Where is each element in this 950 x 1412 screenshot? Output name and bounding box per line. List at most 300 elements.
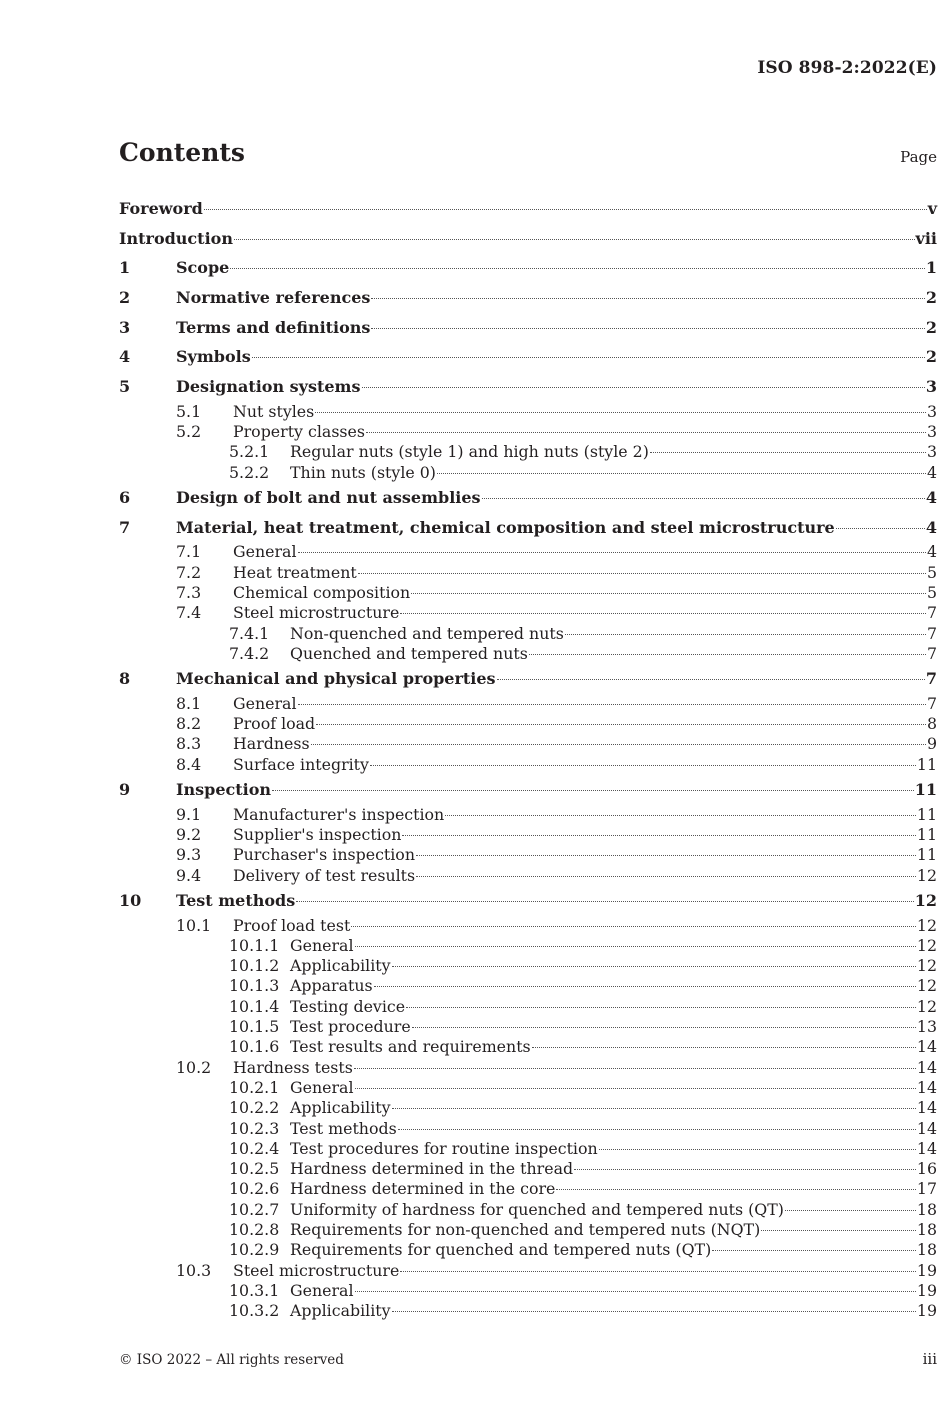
dot-leader	[599, 1149, 916, 1150]
toc-entry-line	[290, 1220, 937, 1240]
toc-entry-line	[176, 775, 937, 805]
toc-entry-title: Steel microstructure	[233, 603, 400, 623]
dot-leader	[252, 357, 925, 358]
toc-entry-number: 10.3	[176, 1260, 212, 1280]
toc-entry-number: 6	[119, 488, 131, 507]
toc-entry[interactable]	[119, 1058, 937, 1078]
toc-entry-title: General	[290, 1280, 354, 1300]
toc-entry-title: Hardness	[233, 734, 310, 754]
toc-entry-title: General	[290, 935, 354, 955]
toc-entry-page: 9	[926, 734, 937, 754]
toc-entry-title: Thin nuts (style 0)	[290, 462, 436, 482]
dot-leader	[402, 835, 915, 836]
toc-entry[interactable]	[119, 1159, 937, 1179]
toc-entry-line	[233, 755, 937, 775]
dot-leader	[315, 412, 926, 413]
toc-entry-title: Test methods	[290, 1118, 397, 1138]
toc-entry-title: Quenched and tempered nuts	[290, 643, 528, 663]
toc-entry[interactable]	[119, 313, 937, 343]
toc-entry-number: 9.2	[176, 825, 202, 845]
toc-entry-title: Regular nuts (style 1) and high nuts (style 2)	[290, 442, 649, 462]
toc-entry-title: Scope	[176, 258, 230, 278]
toc-entry-page: 2	[925, 288, 937, 308]
toc-entry-number: 10.1.3	[229, 976, 280, 996]
toc-entry[interactable]	[119, 402, 937, 422]
toc-entry-title: General	[233, 542, 297, 562]
toc-entry-title: Property classes	[233, 422, 365, 442]
toc-entry-title: Requirements for quenched and tempered nuts (QT)	[290, 1240, 712, 1260]
toc-entry[interactable]	[119, 1200, 937, 1220]
dot-leader	[371, 298, 924, 299]
toc-entry-page: 18	[916, 1220, 937, 1240]
toc-entry-title: Designation systems	[176, 377, 361, 397]
toc-entry[interactable]	[119, 714, 937, 734]
toc-entry-page: 12	[916, 976, 937, 996]
toc-entry-page: 11	[916, 845, 937, 865]
toc-entry-number: 9.4	[176, 865, 202, 885]
toc-entry-number: 10.2	[176, 1057, 212, 1077]
toc-entry[interactable]	[119, 1281, 937, 1301]
toc-entry-number: 8	[119, 669, 131, 689]
dot-leader	[400, 1271, 916, 1272]
dot-leader	[445, 815, 916, 816]
toc-entry-title: Purchaser's inspection	[233, 845, 415, 865]
toc-entry[interactable]	[119, 1179, 937, 1199]
toc-entry-line	[290, 997, 937, 1017]
dot-leader	[351, 926, 916, 927]
toc-entry-page: 7	[926, 693, 937, 713]
toc-entry-page: 7	[926, 643, 937, 663]
toc-entry-page: 14	[916, 1138, 937, 1158]
toc-entry-number: 1	[119, 258, 131, 278]
toc-entry-number: 10.2.8	[229, 1220, 280, 1240]
toc-entry[interactable]	[119, 1017, 937, 1037]
dot-leader	[712, 1250, 916, 1251]
toc-entry-number: 10.3.2	[229, 1301, 280, 1321]
toc-entry-title: Testing device	[290, 996, 406, 1016]
toc-entry-title: Material, heat treatment, chemical composition and steel microstructure	[176, 517, 835, 537]
toc-entry-page: 14	[916, 1037, 937, 1057]
toc-entry-page: v	[927, 199, 937, 218]
toc-entry-title: Foreword	[119, 199, 203, 218]
toc-entry[interactable]	[119, 372, 937, 402]
toc-entry-line	[233, 563, 937, 583]
toc-entry-line	[233, 714, 937, 734]
dot-leader	[358, 573, 926, 574]
toc-entry-number: 8.2	[176, 714, 202, 734]
toc-entry-number: 7.2	[176, 562, 202, 582]
toc-entry-number: 10.1	[176, 915, 212, 935]
toc-entry-number: 5	[119, 377, 131, 397]
toc-entry-title: Proof load	[233, 714, 316, 734]
footer-copyright: © ISO 2022 – All rights reserved	[119, 1352, 344, 1368]
toc-entry-title: Test methods	[176, 890, 296, 910]
toc-entry-page: 7	[925, 669, 937, 689]
toc-entry-title: Chemical composition	[233, 582, 411, 602]
toc-entry-page: 19	[916, 1301, 937, 1321]
toc-entry-line	[233, 422, 937, 442]
toc-entry[interactable]	[119, 644, 937, 664]
toc-entry-line	[176, 886, 937, 916]
contents-title: Contents	[119, 138, 246, 167]
toc-entry[interactable]	[119, 422, 937, 442]
toc-entry-number: 5.2	[176, 422, 202, 442]
dot-leader	[785, 1210, 916, 1211]
toc-entry[interactable]	[119, 1301, 937, 1321]
dot-leader	[574, 1169, 916, 1170]
toc-entry[interactable]	[119, 916, 937, 936]
toc-entry-line	[176, 513, 937, 543]
toc-entry-line	[290, 624, 937, 644]
toc-entry[interactable]	[119, 997, 937, 1017]
toc-entry-title: Symbols	[176, 347, 251, 367]
toc-entry-title: Test procedures for routine inspection	[290, 1138, 598, 1158]
toc-entry[interactable]	[119, 694, 937, 714]
toc-entry[interactable]	[119, 1220, 937, 1240]
toc-entry-line	[119, 194, 937, 224]
toc-entry-number: 10.2.6	[229, 1179, 280, 1199]
toc-entry-number: 10	[119, 890, 142, 910]
toc-entry-number: 10.2.2	[229, 1098, 280, 1118]
toc-entry[interactable]	[119, 1139, 937, 1159]
toc-entry-number: 7	[119, 517, 131, 537]
toc-entry-number: 10.2.1	[229, 1077, 280, 1097]
toc-entry-page: 17	[916, 1179, 937, 1199]
toc-entry[interactable]	[119, 442, 937, 462]
toc-entry-title: Test procedure	[290, 1017, 411, 1037]
page-column-label: Page	[900, 148, 937, 166]
toc-entry[interactable]	[119, 224, 937, 254]
toc-entry[interactable]	[119, 253, 937, 283]
toc-entry-title: Hardness determined in the thread	[290, 1159, 574, 1179]
toc-entry[interactable]	[119, 1098, 937, 1118]
dot-leader	[374, 986, 916, 987]
toc-entry-page: vii	[915, 228, 937, 248]
toc-entry-page: 11	[914, 780, 937, 800]
toc-entry[interactable]	[119, 342, 937, 372]
toc-entry-number: 8.3	[176, 734, 202, 754]
toc-entry-number: 10.1.5	[229, 1017, 280, 1037]
toc-entry-page: 18	[916, 1199, 937, 1219]
toc-entry[interactable]	[119, 886, 937, 916]
footer-page-number: iii	[922, 1350, 937, 1368]
toc-entry[interactable]	[119, 775, 937, 805]
toc-entry-title: Introduction	[119, 228, 233, 248]
toc-entry-line	[290, 1200, 937, 1220]
toc-entry-line	[233, 694, 937, 714]
toc-entry[interactable]	[119, 1037, 937, 1057]
dot-leader	[400, 613, 926, 614]
dot-leader	[370, 765, 916, 766]
toc-entry-title: Heat treatment	[233, 562, 357, 582]
toc-entry-line	[290, 463, 937, 483]
dot-leader	[416, 855, 916, 856]
dot-leader	[230, 268, 925, 269]
toc-entry-number: 9	[119, 780, 131, 800]
toc-entry-number: 10.1.1	[229, 935, 280, 955]
toc-entry-page: 14	[916, 1077, 937, 1097]
dot-leader	[296, 901, 914, 902]
toc-entry[interactable]	[119, 563, 937, 583]
toc-entry-number: 10.2.3	[229, 1118, 280, 1138]
toc-entry-line	[290, 1037, 937, 1057]
toc-entry-page: 11	[916, 754, 937, 774]
toc-entry-title: Uniformity of hardness for quenched and tempered nuts (QT)	[290, 1199, 784, 1219]
toc-entry-line	[233, 1058, 937, 1078]
dot-leader	[398, 1129, 916, 1130]
toc-entry[interactable]	[119, 866, 937, 886]
dot-leader	[354, 1068, 916, 1069]
toc-entry-line	[119, 224, 937, 254]
toc-entry[interactable]	[119, 734, 937, 754]
toc-entry-number: 5.2.1	[229, 442, 270, 462]
toc-entry-page: 2	[925, 347, 937, 367]
toc-entry-page: 12	[916, 865, 937, 885]
toc-entry-line	[233, 603, 937, 623]
dot-leader	[392, 966, 916, 967]
dot-leader	[355, 1088, 916, 1089]
toc-entry-title: Applicability	[290, 1098, 391, 1118]
toc-entry-title: General	[290, 1077, 354, 1097]
toc-entry-page: 7	[926, 603, 937, 623]
toc-entry-number: 10.1.4	[229, 996, 280, 1016]
toc-entry-page: 19	[916, 1260, 937, 1280]
toc-entry-page: 12	[916, 915, 937, 935]
dot-leader	[412, 1027, 916, 1028]
toc-entry-line	[233, 734, 937, 754]
toc-entry[interactable]	[119, 603, 937, 623]
table-of-contents	[119, 194, 937, 1322]
toc-entry-page: 4	[925, 488, 937, 507]
toc-entry-line	[290, 956, 937, 976]
toc-entry-number: 3	[119, 317, 131, 337]
toc-entry-page: 7	[926, 623, 937, 643]
toc-entry-number: 10.2.7	[229, 1199, 280, 1219]
toc-entry-line	[290, 1139, 937, 1159]
toc-entry-page: 1	[925, 258, 937, 278]
dot-leader	[355, 946, 916, 947]
toc-entry[interactable]	[119, 976, 937, 996]
toc-entry-line	[290, 442, 937, 462]
toc-entry-number: 10.1.6	[229, 1037, 280, 1057]
dot-leader	[234, 239, 915, 240]
dot-leader	[532, 1047, 916, 1048]
toc-entry-number: 7.1	[176, 542, 202, 562]
toc-entry-page: 8	[926, 714, 937, 734]
toc-entry-page: 4	[926, 462, 937, 482]
toc-entry-number: 10.2.9	[229, 1240, 280, 1260]
toc-entry[interactable]	[119, 483, 937, 513]
toc-entry-line	[176, 342, 937, 372]
dot-leader	[366, 432, 926, 433]
toc-entry-title: Mechanical and physical properties	[176, 669, 496, 689]
toc-entry[interactable]	[119, 845, 937, 865]
dot-leader	[362, 387, 925, 388]
toc-entry-title: Supplier's inspection	[233, 825, 402, 845]
toc-entry-title: Hardness tests	[233, 1057, 353, 1077]
toc-entry-line	[290, 1119, 937, 1139]
toc-entry-title: Applicability	[290, 1301, 391, 1321]
dot-leader	[406, 1007, 916, 1008]
toc-entry-title: Requirements for non-quenched and tempered nuts (NQT)	[290, 1220, 761, 1240]
toc-entry-line	[233, 402, 937, 422]
toc-entry-page: 3	[926, 401, 937, 421]
toc-entry-page: 4	[926, 542, 937, 562]
toc-entry-number: 7.3	[176, 582, 202, 602]
toc-entry-title: Proof load test	[233, 915, 351, 935]
toc-entry-title: Manufacturer's inspection	[233, 804, 445, 824]
dot-leader	[204, 209, 927, 210]
toc-entry-number: 5.2.2	[229, 462, 270, 482]
toc-entry-line	[176, 483, 937, 513]
toc-entry-page: 3	[926, 442, 937, 462]
toc-entry-number: 8.4	[176, 754, 202, 774]
toc-entry-line	[233, 542, 937, 562]
toc-entry-line	[290, 1281, 937, 1301]
toc-entry-line	[290, 1179, 937, 1199]
toc-entry-page: 12	[916, 935, 937, 955]
toc-entry-page: 2	[925, 317, 937, 337]
toc-entry[interactable]	[119, 1240, 937, 1260]
toc-entry-page: 5	[926, 582, 937, 602]
toc-entry[interactable]	[119, 463, 937, 483]
dot-leader	[416, 876, 916, 877]
dot-leader	[316, 724, 926, 725]
dot-leader	[437, 473, 926, 474]
toc-entry[interactable]	[119, 194, 937, 224]
toc-entry-number: 10.1.2	[229, 956, 280, 976]
toc-entry-line	[233, 845, 937, 865]
toc-entry-line	[290, 936, 937, 956]
dot-leader	[411, 593, 926, 594]
toc-entry-page: 5	[926, 562, 937, 582]
toc-entry-page: 16	[916, 1159, 937, 1179]
toc-entry-number: 4	[119, 347, 131, 367]
dot-leader	[392, 1108, 916, 1109]
toc-entry[interactable]	[119, 624, 937, 644]
toc-entry[interactable]	[119, 1078, 937, 1098]
toc-entry-title: Test results and requirements	[290, 1037, 531, 1057]
toc-entry-title: Non-quenched and tempered nuts	[290, 623, 564, 643]
toc-entry-number: 8.1	[176, 693, 202, 713]
toc-entry-page: 14	[916, 1098, 937, 1118]
dot-leader	[298, 704, 926, 705]
toc-entry-page: 12	[916, 996, 937, 1016]
dot-leader	[355, 1291, 916, 1292]
toc-entry-page: 4	[925, 517, 937, 537]
toc-entry-page: 18	[916, 1240, 937, 1260]
toc-entry[interactable]	[119, 1261, 937, 1281]
toc-entry-line	[233, 866, 937, 886]
dot-leader	[482, 498, 925, 499]
toc-entry[interactable]	[119, 805, 937, 825]
toc-entry-page: 11	[916, 804, 937, 824]
dot-leader	[650, 452, 926, 453]
toc-entry-page: 13	[916, 1017, 937, 1037]
toc-entry-page: 14	[916, 1057, 937, 1077]
toc-entry[interactable]	[119, 1119, 937, 1139]
toc-entry-line	[176, 664, 937, 694]
dot-leader	[298, 552, 926, 553]
toc-entry-page: 14	[916, 1118, 937, 1138]
toc-entry-title: Hardness determined in the core	[290, 1179, 556, 1199]
toc-entry-title: Steel microstructure	[233, 1260, 400, 1280]
dot-leader	[529, 654, 926, 655]
toc-entry-line	[290, 1017, 937, 1037]
toc-entry-line	[176, 283, 937, 313]
toc-entry-line	[233, 825, 937, 845]
dot-leader	[272, 790, 914, 791]
toc-entry-title: Inspection	[176, 780, 272, 800]
dot-leader	[371, 328, 924, 329]
toc-entry[interactable]	[119, 936, 937, 956]
dot-leader	[392, 1311, 916, 1312]
toc-entry[interactable]	[119, 956, 937, 976]
toc-entry[interactable]	[119, 513, 937, 543]
dot-leader	[836, 528, 925, 529]
toc-entry-line	[176, 313, 937, 343]
dot-leader	[556, 1189, 915, 1190]
toc-entry-line	[233, 1261, 937, 1281]
toc-entry-line	[176, 253, 937, 283]
dot-leader	[497, 679, 925, 680]
toc-entry-title: General	[233, 693, 297, 713]
toc-entry[interactable]	[119, 825, 937, 845]
toc-entry-number: 10.2.5	[229, 1159, 280, 1179]
toc-entry-title: Delivery of test results	[233, 865, 416, 885]
toc-entry-page: 11	[916, 825, 937, 845]
toc-entry-title: Terms and definitions	[176, 317, 371, 337]
toc-entry-number: 7.4.2	[229, 643, 270, 663]
toc-entry[interactable]	[119, 664, 937, 694]
dot-leader	[761, 1230, 916, 1231]
toc-entry-line	[233, 583, 937, 603]
toc-entry-number: 7.4.1	[229, 623, 270, 643]
toc-entry-page: 3	[926, 422, 937, 442]
toc-entry-page: 19	[916, 1280, 937, 1300]
toc-entry-page: 3	[925, 377, 937, 397]
toc-entry-title: Normative references	[176, 288, 371, 308]
toc-entry-title: Surface integrity	[233, 754, 369, 774]
toc-entry-number: 2	[119, 288, 131, 308]
toc-entry-line	[176, 372, 937, 402]
toc-entry-number: 10.3.1	[229, 1280, 280, 1300]
dot-leader	[565, 634, 926, 635]
toc-entry[interactable]	[119, 583, 937, 603]
document-id: ISO 898-2:2022(E)	[757, 58, 937, 78]
toc-entry-page: 12	[914, 890, 937, 910]
toc-entry[interactable]	[119, 755, 937, 775]
toc-entry-line	[290, 1078, 937, 1098]
toc-entry-line	[290, 1159, 937, 1179]
toc-entry[interactable]	[119, 283, 937, 313]
toc-entry-page: 12	[916, 956, 937, 976]
toc-entry-title: Nut styles	[233, 401, 315, 421]
toc-entry-title: Design of bolt and nut assemblies	[176, 488, 481, 507]
toc-entry-line	[233, 805, 937, 825]
toc-entry-number: 7.4	[176, 603, 202, 623]
toc-entry-number: 10.2.4	[229, 1138, 280, 1158]
toc-entry[interactable]	[119, 542, 937, 562]
toc-entry-line	[290, 1098, 937, 1118]
toc-entry-line	[290, 644, 937, 664]
toc-entry-line	[290, 976, 937, 996]
toc-entry-title: Applicability	[290, 956, 391, 976]
toc-entry-line	[233, 916, 937, 936]
toc-entry-title: Apparatus	[290, 976, 373, 996]
dot-leader	[311, 744, 926, 745]
toc-entry-line	[290, 1240, 937, 1260]
